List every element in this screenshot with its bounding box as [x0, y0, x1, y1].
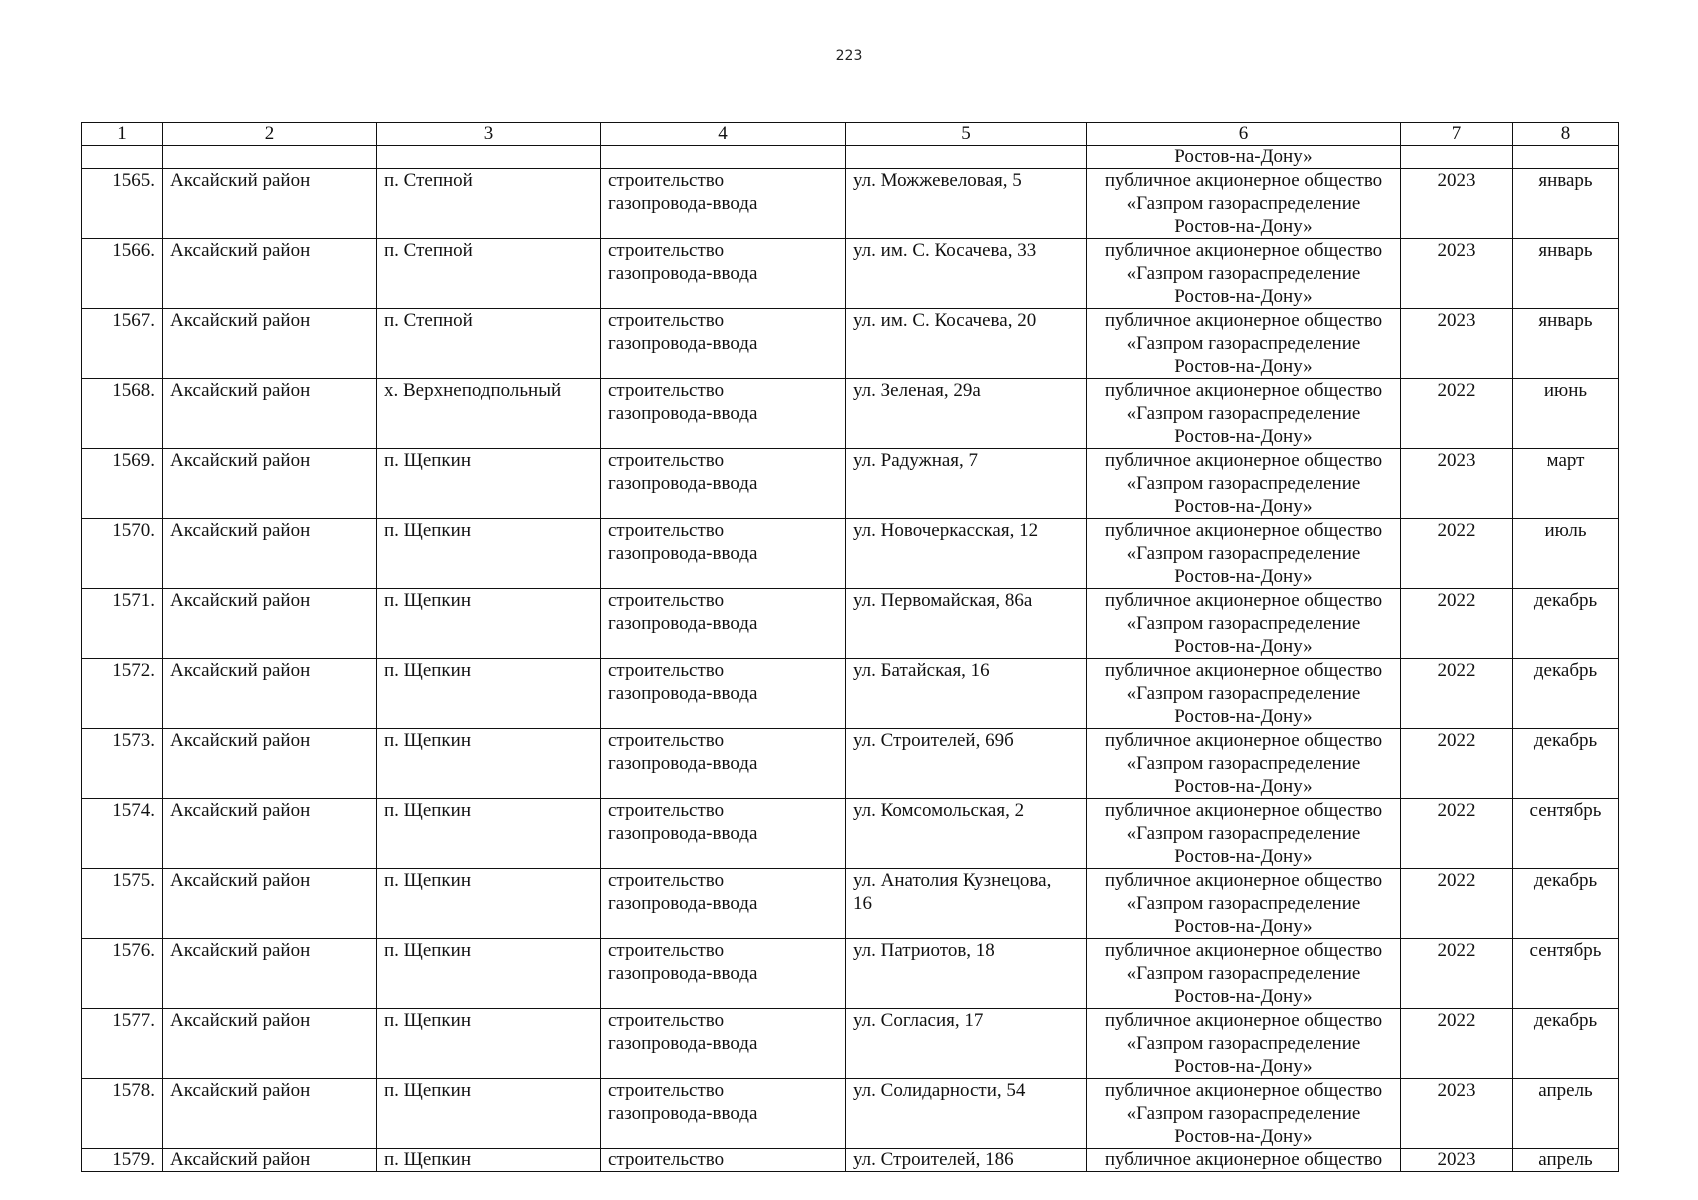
- cell-month: январь: [1513, 239, 1619, 309]
- cell-line: публичное акционерное общество: [1104, 310, 1383, 331]
- cell-year: 2022: [1401, 799, 1513, 869]
- cell-district: Аксайский район: [163, 449, 377, 519]
- cell-num: 1566.: [82, 239, 163, 309]
- cell-line: «Газпром газораспределение: [1126, 1103, 1361, 1124]
- cell-line: газопровода-ввода: [608, 893, 758, 914]
- cell-work: [601, 379, 846, 449]
- table-row: [82, 169, 1619, 239]
- cell-line: ул. им. С. Косачева, 20: [853, 310, 1037, 331]
- cell-line: строительство: [608, 380, 725, 401]
- cell-line: публичное акционерное общество: [1104, 590, 1383, 611]
- cell-line: «Газпром газораспределение: [1126, 403, 1361, 424]
- cell-district: Аксайский район: [163, 309, 377, 379]
- cell-year: 2022: [1401, 379, 1513, 449]
- cell-num: 1575.: [82, 869, 163, 939]
- cell-line: газопровода-ввода: [608, 193, 758, 214]
- cell-district: Аксайский район: [163, 589, 377, 659]
- cell-line: ул. Первомайская, 86а: [853, 590, 1033, 611]
- cell-work: [601, 1079, 846, 1149]
- cell-settlement: п. Щепкин: [377, 869, 601, 939]
- cell-org: [1087, 869, 1401, 939]
- column-number-header: [82, 123, 1619, 146]
- cell-month: декабрь: [1513, 1009, 1619, 1079]
- cell-work: [601, 589, 846, 659]
- cell-org: [1087, 659, 1401, 729]
- cell-line: строительство: [608, 940, 725, 961]
- column-header-3: 3: [377, 123, 601, 146]
- cell-district: Аксайский район: [163, 379, 377, 449]
- column-header-6: 6: [1087, 123, 1401, 146]
- cell-year: 2023: [1401, 309, 1513, 379]
- cell-line: строительство: [608, 870, 725, 891]
- cell-line: «Газпром газораспределение: [1126, 683, 1361, 704]
- cell-num: 1576.: [82, 939, 163, 1009]
- cell-settlement: п. Щепкин: [377, 449, 601, 519]
- cell-line: публичное акционерное общество: [1104, 170, 1383, 191]
- cell-work: [601, 239, 846, 309]
- cell-line: строительство: [608, 660, 725, 681]
- table-row: [82, 1079, 1619, 1149]
- cell-org: [1087, 449, 1401, 519]
- cell-month: декабрь: [1513, 659, 1619, 729]
- cell-district: Аксайский район: [163, 1149, 377, 1172]
- cell-line: газопровода-ввода: [608, 543, 758, 564]
- cell-num: 1568.: [82, 379, 163, 449]
- cell-year: 2023: [1401, 1149, 1513, 1172]
- cell-line: строительство: [608, 520, 725, 541]
- column-header-2: 2: [163, 123, 377, 146]
- table-row: [82, 519, 1619, 589]
- cell-address: [846, 379, 1087, 449]
- cell-line: публичное акционерное общество: [1104, 1149, 1383, 1170]
- cell-line: «Газпром газораспределение: [1126, 823, 1361, 844]
- cell-year: 2022: [1401, 589, 1513, 659]
- cell-month: апрель: [1513, 1079, 1619, 1149]
- cell-year: [1401, 146, 1513, 169]
- column-header-4: 4: [601, 123, 846, 146]
- cell-settlement: п. Щепкин: [377, 1149, 601, 1172]
- cell-line: публичное акционерное общество: [1104, 940, 1383, 961]
- cell-line: строительство: [608, 240, 725, 261]
- cell-line: газопровода-ввода: [608, 613, 758, 634]
- cell-line: публичное акционерное общество: [1104, 1080, 1383, 1101]
- table-row: [82, 239, 1619, 309]
- cell-year: 2022: [1401, 1009, 1513, 1079]
- cell-line: строительство: [608, 1010, 725, 1031]
- cell-address: [846, 589, 1087, 659]
- table-row: [82, 729, 1619, 799]
- cell-org: [1087, 519, 1401, 589]
- cell-settlement: п. Щепкин: [377, 729, 601, 799]
- cell-line: 16: [853, 893, 872, 914]
- cell-month: декабрь: [1513, 589, 1619, 659]
- cell-line: Ростов-на-Дону»: [1174, 496, 1313, 517]
- table-row: [82, 309, 1619, 379]
- cell-line: газопровода-ввода: [608, 823, 758, 844]
- table-row: [82, 379, 1619, 449]
- cell-work: [601, 659, 846, 729]
- cell-line: Ростов-на-Дону»: [1174, 1056, 1313, 1077]
- cell-line: ул. Солидарности, 54: [853, 1080, 1026, 1101]
- cell-line: ул. Радужная, 7: [853, 450, 979, 471]
- cell-num: 1570.: [82, 519, 163, 589]
- cell-line: ул. Строителей, 69б: [853, 730, 1014, 751]
- cell-district: [163, 146, 377, 169]
- cell-line: газопровода-ввода: [608, 403, 758, 424]
- cell-line: ул. Батайская, 16: [853, 660, 990, 681]
- cell-address: [846, 1149, 1087, 1172]
- cell-line: строительство: [608, 590, 725, 611]
- cell-work: [601, 729, 846, 799]
- cell-line: ул. Можжевеловая, 5: [853, 170, 1022, 191]
- cell-num: 1569.: [82, 449, 163, 519]
- cell-work: [601, 799, 846, 869]
- cell-settlement: п. Щепкин: [377, 659, 601, 729]
- cell-line: «Газпром газораспределение: [1126, 893, 1361, 914]
- cell-work: [601, 146, 846, 169]
- cell-settlement: х. Верхнеподпольный: [377, 379, 601, 449]
- column-header-8: 8: [1513, 123, 1619, 146]
- cell-line: ул. Патриотов, 18: [853, 940, 995, 961]
- cell-line: «Газпром газораспределение: [1126, 1033, 1361, 1054]
- cell-line: Ростов-на-Дону»: [1174, 846, 1313, 867]
- cell-line: строительство: [608, 1080, 725, 1101]
- cell-work: [601, 939, 846, 1009]
- cell-work: [601, 869, 846, 939]
- cell-district: Аксайский район: [163, 729, 377, 799]
- cell-line: строительство: [608, 1149, 725, 1170]
- cell-line: газопровода-ввода: [608, 753, 758, 774]
- cell-settlement: п. Щепкин: [377, 519, 601, 589]
- table-row: [82, 1009, 1619, 1079]
- cell-line: газопровода-ввода: [608, 1103, 758, 1124]
- cell-month: январь: [1513, 169, 1619, 239]
- cell-work: [601, 169, 846, 239]
- cell-line: «Газпром газораспределение: [1126, 333, 1361, 354]
- cell-line: «Газпром газораспределение: [1126, 473, 1361, 494]
- cell-district: Аксайский район: [163, 659, 377, 729]
- table-row: [82, 1149, 1619, 1172]
- cell-line: Ростов-на-Дону»: [1174, 216, 1313, 237]
- cell-year: 2022: [1401, 939, 1513, 1009]
- cell-address: [846, 239, 1087, 309]
- cell-num: 1577.: [82, 1009, 163, 1079]
- cell-num: 1567.: [82, 309, 163, 379]
- cell-line: «Газпром газораспределение: [1126, 963, 1361, 984]
- table-row: [82, 799, 1619, 869]
- cell-month: декабрь: [1513, 729, 1619, 799]
- cell-address: [846, 799, 1087, 869]
- cell-line: Ростов-на-Дону»: [1174, 566, 1313, 587]
- cell-line: Ростов-на-Дону»: [1174, 636, 1313, 657]
- cell-line: газопровода-ввода: [608, 963, 758, 984]
- cell-line: ул. Анатолия Кузнецова,: [853, 870, 1052, 891]
- cell-month: январь: [1513, 309, 1619, 379]
- cell-line: «Газпром газораспределение: [1126, 263, 1361, 284]
- page-number: 223: [835, 48, 863, 64]
- table-row: [82, 869, 1619, 939]
- cell-num: 1573.: [82, 729, 163, 799]
- column-header-5: 5: [846, 123, 1087, 146]
- cell-line: Ростов-на-Дону»: [1174, 986, 1313, 1007]
- cell-line: «Газпром газораспределение: [1126, 193, 1361, 214]
- cell-line: ул. Новочеркасская, 12: [853, 520, 1039, 541]
- cell-org: [1087, 169, 1401, 239]
- cell-district: Аксайский район: [163, 799, 377, 869]
- cell-district: Аксайский район: [163, 1009, 377, 1079]
- cell-district: Аксайский район: [163, 169, 377, 239]
- cell-work: [601, 309, 846, 379]
- cell-work: [601, 449, 846, 519]
- cell-settlement: п. Щепкин: [377, 589, 601, 659]
- cell-year: 2022: [1401, 519, 1513, 589]
- cell-line: публичное акционерное общество: [1104, 450, 1383, 471]
- cell-month: апрель: [1513, 1149, 1619, 1172]
- cell-month: март: [1513, 449, 1619, 519]
- cell-year: 2023: [1401, 169, 1513, 239]
- cell-settlement: п. Щепкин: [377, 1009, 601, 1079]
- cell-org: [1087, 729, 1401, 799]
- cell-org: [1087, 939, 1401, 1009]
- cell-year: 2023: [1401, 1079, 1513, 1149]
- cell-line: Ростов-на-Дону»: [1174, 916, 1313, 937]
- cell-line: газопровода-ввода: [608, 683, 758, 704]
- cell-address: [846, 1009, 1087, 1079]
- cell-org: [1087, 799, 1401, 869]
- org-line: Ростов-на-Дону»: [1174, 146, 1313, 167]
- cell-settlement: п. Щепкин: [377, 939, 601, 1009]
- cell-month: июнь: [1513, 379, 1619, 449]
- cell-line: ул. Зеленая, 29а: [853, 380, 981, 401]
- cell-line: ул. Согласия, 17: [853, 1010, 984, 1031]
- cell-org: [1087, 589, 1401, 659]
- cell-line: ул. Строителей, 186: [853, 1149, 1014, 1170]
- cell-district: Аксайский район: [163, 1079, 377, 1149]
- cell-line: строительство: [608, 730, 725, 751]
- cell-district: Аксайский район: [163, 869, 377, 939]
- cell-org: [1087, 146, 1401, 169]
- cell-num: 1572.: [82, 659, 163, 729]
- cell-line: Ростов-на-Дону»: [1174, 286, 1313, 307]
- cell-settlement: п. Щепкин: [377, 1079, 601, 1149]
- cell-month: [1513, 146, 1619, 169]
- cell-work: [601, 1009, 846, 1079]
- continuation-row: [82, 146, 1619, 169]
- cell-address: [846, 659, 1087, 729]
- cell-line: публичное акционерное общество: [1104, 380, 1383, 401]
- cell-line: Ростов-на-Дону»: [1174, 706, 1313, 727]
- cell-org: [1087, 1149, 1401, 1172]
- cell-district: Аксайский район: [163, 519, 377, 589]
- cell-line: публичное акционерное общество: [1104, 1010, 1383, 1031]
- cell-district: Аксайский район: [163, 239, 377, 309]
- cell-line: Ростов-на-Дону»: [1174, 1126, 1313, 1147]
- cell-line: публичное акционерное общество: [1104, 870, 1383, 891]
- cell-address: [846, 939, 1087, 1009]
- cell-line: газопровода-ввода: [608, 263, 758, 284]
- cell-line: строительство: [608, 170, 725, 191]
- cell-org: [1087, 379, 1401, 449]
- cell-line: строительство: [608, 800, 725, 821]
- cell-address: [846, 169, 1087, 239]
- cell-line: публичное акционерное общество: [1104, 240, 1383, 261]
- column-header-7: 7: [1401, 123, 1513, 146]
- cell-line: газопровода-ввода: [608, 333, 758, 354]
- cell-settlement: п. Степной: [377, 309, 601, 379]
- cell-num: 1579.: [82, 1149, 163, 1172]
- cell-org: [1087, 239, 1401, 309]
- cell-line: строительство: [608, 450, 725, 471]
- cell-month: июль: [1513, 519, 1619, 589]
- cell-settlement: п. Щепкин: [377, 799, 601, 869]
- cell-settlement: п. Степной: [377, 239, 601, 309]
- cell-district: Аксайский район: [163, 939, 377, 1009]
- cell-num: 1574.: [82, 799, 163, 869]
- table-row: [82, 939, 1619, 1009]
- cell-line: Ростов-на-Дону»: [1174, 356, 1313, 377]
- cell-year: 2022: [1401, 729, 1513, 799]
- cell-address: [846, 449, 1087, 519]
- table-row: [82, 449, 1619, 519]
- cell-work: [601, 519, 846, 589]
- cell-address: [846, 309, 1087, 379]
- cell-line: строительство: [608, 310, 725, 331]
- cell-year: 2022: [1401, 659, 1513, 729]
- cell-line: Ростов-на-Дону»: [1174, 426, 1313, 447]
- cell-work: [601, 1149, 846, 1172]
- cell-line: ул. им. С. Косачева, 33: [853, 240, 1037, 261]
- cell-num: 1578.: [82, 1079, 163, 1149]
- cell-num: 1571.: [82, 589, 163, 659]
- cell-org: [1087, 309, 1401, 379]
- cell-month: сентябрь: [1513, 939, 1619, 1009]
- cell-address: [846, 1079, 1087, 1149]
- cell-line: «Газпром газораспределение: [1126, 613, 1361, 634]
- column-header-1: 1: [82, 123, 163, 146]
- cell-year: 2023: [1401, 239, 1513, 309]
- cell-address: [846, 869, 1087, 939]
- cell-year: 2022: [1401, 869, 1513, 939]
- cell-line: ул. Комсомольская, 2: [853, 800, 1025, 821]
- cell-line: публичное акционерное общество: [1104, 730, 1383, 751]
- cell-year: 2023: [1401, 449, 1513, 519]
- cell-address: [846, 519, 1087, 589]
- cell-org: [1087, 1009, 1401, 1079]
- cell-num: [82, 146, 163, 169]
- cell-line: «Газпром газораспределение: [1126, 543, 1361, 564]
- cell-month: сентябрь: [1513, 799, 1619, 869]
- cell-settlement: п. Степной: [377, 169, 601, 239]
- cell-settlement: [377, 146, 601, 169]
- cell-org: [1087, 1079, 1401, 1149]
- cell-num: 1565.: [82, 169, 163, 239]
- cell-line: газопровода-ввода: [608, 473, 758, 494]
- document-table: [81, 122, 1619, 1172]
- cell-line: газопровода-ввода: [608, 1033, 758, 1054]
- cell-line: Ростов-на-Дону»: [1174, 776, 1313, 797]
- cell-line: «Газпром газораспределение: [1126, 753, 1361, 774]
- cell-line: публичное акционерное общество: [1104, 520, 1383, 541]
- cell-line: публичное акционерное общество: [1104, 660, 1383, 681]
- table-row: [82, 589, 1619, 659]
- cell-line: публичное акционерное общество: [1104, 800, 1383, 821]
- table-row: [82, 659, 1619, 729]
- cell-address: [846, 729, 1087, 799]
- cell-month: декабрь: [1513, 869, 1619, 939]
- cell-address: [846, 146, 1087, 169]
